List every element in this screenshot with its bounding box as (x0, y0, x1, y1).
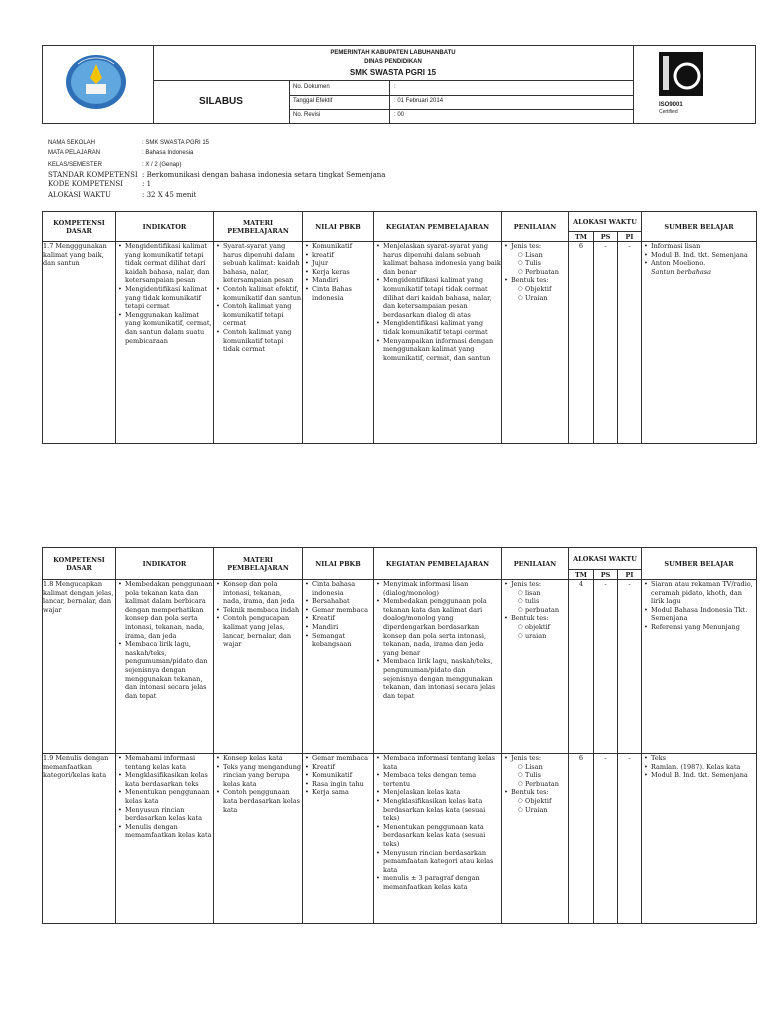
list-indikator (116, 580, 213, 700)
doc-field-label: No. Dokumen (293, 84, 330, 90)
list-kegiatan (374, 242, 501, 362)
doc-field-row (289, 95, 633, 110)
document-header (42, 45, 756, 124)
list-item: • Kreatif (312, 763, 373, 772)
info-value: : X / 2 (Genap) (142, 162, 182, 168)
header-materi: MATERI PEMBELAJARAN (214, 212, 303, 242)
cell-kompetensi-dasar: 1.7 Mengggunakan kalimat yang baik, dan santun (43, 242, 116, 444)
list-item: • Jujur (312, 259, 373, 268)
header-tm: TM (569, 232, 594, 242)
cell-pi: - (618, 580, 642, 754)
iso-cell (633, 46, 755, 123)
list-item: • Mandiri (312, 276, 373, 285)
assessment-item: ○ Objektif (525, 285, 568, 294)
info-value: : Bahasa Indonesia (142, 150, 194, 156)
list-item: • Konsep dan pola intonasi, tekanan, nada, irama, dan jeda (223, 580, 302, 606)
list-item: • Menyusun rincian berdasarkan kelas kata (125, 806, 213, 823)
list-item: • Menjelaskan kelas kata (383, 788, 501, 797)
doc-field-value: : (394, 84, 396, 90)
list-sumber (642, 754, 756, 780)
list-item: • Semangat kebangsaan (312, 632, 373, 649)
header-nilai: NILAI PBKB (303, 212, 374, 242)
syllabus-table-2 (42, 547, 757, 924)
header-kegiatan: KEGIATAN PEMBELAJARAN (374, 212, 502, 242)
list-kegiatan (374, 754, 501, 892)
cell-tm: 4 (569, 580, 594, 754)
assessment-item: ○ Perbuatan (525, 268, 568, 277)
cell-ps: - (594, 242, 618, 444)
list-item: • Menyusun rincian berdasarkan pemamfaatan kategori atau kelas kata (383, 849, 501, 875)
logo-cell (43, 46, 154, 123)
list-item: • Mengklasifikasikan kelas kata berdasarkan teks (125, 771, 213, 788)
cell-pi: - (618, 242, 642, 444)
list-item: • menulis ± 3 paragraf dengan memanfaatkan kelas kata (383, 874, 501, 891)
list-item: • Contoh kalimat efektif, komunikatif dan santun (223, 285, 302, 302)
header-nilai: NILAI PBKB (303, 548, 374, 580)
list-nilai (303, 754, 373, 797)
list-item: • Informasi lisan (651, 242, 756, 251)
info-key: MATA PELAJARAN (48, 150, 101, 156)
cell-kompetensi-dasar: 1.8 Mengucapkan kalimat dengan jelas, lancar, bernalar, dan wajar (43, 580, 116, 754)
cell-tm: 6 (569, 754, 594, 924)
info-key: ALOKASI WAKTU (48, 191, 111, 199)
cell-penilaian (502, 754, 569, 924)
header-alokasi: ALOKASI WAKTU (569, 548, 642, 570)
list-item: • Mengidentifikasi kalimat yang komunikatif tetapi tidak cermat dilihat dari kaidah bahasa, nalar, dan ketersampaian pesan (125, 242, 213, 285)
cell-penilaian (502, 242, 569, 444)
list-item: • Mengklasifikasikan kelas kata berdasarkan kelas kata (sesuai teks) (383, 797, 501, 823)
header-alokasi: ALOKASI WAKTU (569, 212, 642, 232)
assessment-item: ○ Perbuatan (525, 780, 568, 789)
assessment-item: ○ uraian (525, 632, 568, 641)
iso-certification-icon (659, 52, 703, 96)
list-item: • Gemar membaca (312, 606, 373, 615)
info-key: KODE KOMPETENSI (48, 180, 123, 188)
school-name: SMK SWASTA PGRI 15 (349, 68, 437, 77)
list-item: • Siaran atau rekaman TV/radio, ceramah pidato, khoth, dan lirik lagu (651, 580, 756, 606)
list-item: • Modul B. Ind. tkt. Semenjana (651, 771, 756, 780)
assessment-item: ○ tulis (525, 597, 568, 606)
assessment-group: • Jenis tes: ○ lisan ○ tulis ○ perbuatan (511, 580, 568, 614)
list-sumber (642, 242, 756, 268)
list-item: • Memahami informasi tentang kelas kata (125, 754, 213, 771)
list-item: • Membedakan penggunaan pola tekanan kata dan kalimat dalam berbicara dengan memperhatikan konsep dan pola serta intonasi, tekanan, nada, irama, dan jeda (125, 580, 213, 640)
sumber-note: Santun berbahasa (651, 267, 712, 276)
list-item: • Mengidentifikasi kalimat yang komunikatif tetapi tidak cermat dilihat dari kaidah bahasa, nalar, dan ketersampaian pesan berdasarkan dialog di atas (383, 276, 501, 319)
header-kompetensi-dasar: KOMPETENSI DASAR (43, 548, 116, 580)
list-nilai (303, 580, 373, 649)
header-middle (153, 46, 634, 123)
header-sumber: SUMBER BELAJAR (642, 212, 757, 242)
assessment-item: ○ lisan (525, 589, 568, 598)
list-item: • Contoh pengucapan kalimat yang jelas, lancar, bernalar, dan wajar (223, 614, 302, 648)
list-item: • Cinta Bahas indonesia (312, 285, 373, 302)
list-materi (214, 242, 302, 354)
list-item: • Rasa ingin tahu (312, 780, 373, 789)
list-item: • Menentukan penggunaan kelas kata (125, 788, 213, 805)
list-item: • Menggunakan kalimat yang komunikatif, cermat, dan santun dalam suatu pembicaraan (125, 311, 213, 345)
cell-penilaian (502, 580, 569, 754)
assessment-item: ○ Uraian (525, 806, 568, 815)
doc-field-label: No. Revisi (293, 112, 321, 118)
list-item: • Membaca lirik lagu, naskah/teks, pengumuman/pidato dan sejenisnya dengan menggunakan tekanan, dan intonasi secara jelas dan tepat (383, 657, 501, 700)
info-value: : Berkomunikasi dengan bahasa indonesia setara tingkat Semenjana (142, 171, 386, 179)
document-title: SILABUS (153, 80, 290, 123)
list-item: • Membaca teks dengan tema tertentu (383, 771, 501, 788)
institution-line1: PEMERINTAH KABUPATEN LABUHANBATU (330, 50, 456, 56)
doc-field-value: : 00 (394, 112, 405, 118)
doc-field-row (289, 109, 633, 123)
table-row (43, 754, 757, 924)
list-materi (214, 580, 302, 649)
assessment-group: • Bentuk tes: ○ Objektif ○ Uraian (511, 788, 568, 814)
list-item: • Kreatif (312, 614, 373, 623)
list-item: • Contoh kalimat yang komunikatif tetapi tidak cermat (223, 328, 302, 354)
info-key: NAMA SEKOLAH (48, 140, 96, 146)
cell-tm: 6 (569, 242, 594, 444)
table-row (43, 580, 757, 754)
list-item: • Membedakan penggunaan pola tekanan kata dan kalimat dari doalog/monolog yang diperdengarkan berdasarkan konsep dan pola serta intonasi, tekanan, nada, irama dan jeda yang benar (383, 597, 501, 657)
assessment-group: • Bentuk tes: ○ objektif ○ uraian (511, 614, 568, 640)
list-item: • Contoh penggunaan kata berdasarkan kelas kata (223, 788, 302, 814)
assessment-item: ○ Tulis (525, 259, 568, 268)
list-kegiatan (374, 580, 501, 700)
list-item: • Menyampaikan informasi dengan menggunakan kalimat yang komunikatif, cermat, dan santun (383, 337, 501, 363)
header-ps: PS (594, 232, 618, 242)
list-indikator (116, 754, 213, 840)
list-item: • Membaca lirik lagu, naskah/teks, pengumuman/pidato dan sejenisnya dengan menggunakan tekanan, dan intonasi secara jelas dan tepat (125, 640, 213, 700)
list-item: • Menjelaskan syarat-syarat yang harus dipenuhi dalam sebuah kalimat bahasa indonesia yang baik dan benar (383, 242, 501, 276)
header-sumber: SUMBER BELAJAR (642, 548, 757, 580)
list-item: • Konsep kelas kata (223, 754, 302, 763)
iso-label: ISO9001 (659, 102, 683, 108)
list-nilai (303, 242, 373, 302)
list-item: • Anton Moeliono. (651, 259, 756, 268)
header-ps: PS (594, 570, 618, 580)
assessment-item: ○ objektif (525, 623, 568, 632)
assessment-item: ○ Objektif (525, 797, 568, 806)
list-item: • Mengidentifikasi kalimat yang tidak komunikatif tetapi cermat (383, 319, 501, 336)
assessment-group: • Jenis tes: ○ Lisan ○ Tulis ○ Perbuatan (511, 242, 568, 276)
header-indikator: INDIKATOR (116, 212, 214, 242)
doc-field-label: Tanggal Efektif (293, 98, 333, 104)
doc-field-row (289, 81, 633, 96)
info-value: : 1 (142, 180, 152, 188)
info-value: : SMK SWASTA PGRI 15 (142, 140, 210, 146)
list-item: • Menulis dengan memamfaatkan kelas kata (125, 823, 213, 840)
list-sumber (642, 580, 756, 632)
header-kegiatan: KEGIATAN PEMBELAJARAN (374, 548, 502, 580)
list-item: • Menentukan penggunaan kata berdasarkan kelas kata (sesuai teks) (383, 823, 501, 849)
tut-wuri-handayani-logo (65, 54, 127, 110)
list-item: • Komunikatif (312, 242, 373, 251)
cell-ps: - (594, 754, 618, 924)
list-item: • Mandiri (312, 623, 373, 632)
list-item: • Syarat-syarat yang harus dipenuhi dalam sebuah kalimat: kaidah bahasa, nalar, ketersampaian pesan (223, 242, 302, 285)
assessment-item: ○ Uraian (525, 294, 568, 303)
list-item: • Mengidentifikasi kalimat yang tidak komunikatif tetapi cermat (125, 285, 213, 311)
cell-pi: - (618, 754, 642, 924)
list-item: • Gemar membaca (312, 754, 373, 763)
header-penilaian: PENILAIAN (502, 212, 569, 242)
institution-line2: DINAS PENDIDIKAN (364, 59, 422, 65)
assessment-item: ○ Tulis (525, 771, 568, 780)
list-item: • Modul Bahasa Indonesia Tkt. Semenjana (651, 606, 756, 623)
list-item: • Modul B. Ind. tkt. Semenjana (651, 251, 756, 260)
list-item: • Komunikatif (312, 771, 373, 780)
list-item: • Teks (651, 754, 756, 763)
list-item: • Bersahabat (312, 597, 373, 606)
info-key: KELAS/SEMESTER (48, 162, 103, 168)
info-value: : 32 X 45 menit (142, 191, 197, 199)
info-key: STANDAR KOMPETENSI (48, 171, 138, 179)
list-item: • Teknik membaca indah (223, 606, 302, 615)
list-item: • Teks yang mengandung rincian yang berupa kelas kata (223, 763, 302, 789)
header-penilaian: PENILAIAN (502, 548, 569, 580)
doc-field-value: : 01 Februari 2014 (394, 98, 444, 104)
cell-kompetensi-dasar: 1.9 Menulis dengan memanfaatkan kategori/kelas kata (43, 754, 116, 924)
assessment-group: • Bentuk tes: ○ Objektif ○ Uraian (511, 276, 568, 302)
list-materi (214, 754, 302, 814)
list-item: • Kerja sama (312, 788, 373, 797)
cell-ps: - (594, 580, 618, 754)
assessment-item: ○ perbuatan (525, 606, 568, 615)
list-item: • Kerja keras (312, 268, 373, 277)
list-item: • Referensi yang Menunjang (651, 623, 756, 632)
list-item: • Membaca informasi tentang kelas kata (383, 754, 501, 771)
assessment-item: ○ Lisan (525, 251, 568, 260)
syllabus-table-1 (42, 211, 757, 444)
header-pi: PI (618, 232, 642, 242)
assessment-group: • Jenis tes: ○ Lisan ○ Tulis ○ Perbuatan (511, 754, 568, 788)
assessment-item: ○ Lisan (525, 763, 568, 772)
list-item: • kreatif (312, 251, 373, 260)
list-indikator (116, 242, 213, 345)
list-item: • Menyimak informasi lisan (dialog/monolog) (383, 580, 501, 597)
header-pi: PI (618, 570, 642, 580)
header-materi: MATERI PEMBELAJARAN (214, 548, 303, 580)
list-item: • Ramlan. (1987). Kelas kata (651, 763, 756, 772)
header-kompetensi-dasar: KOMPETENSI DASAR (43, 212, 116, 242)
list-item: • Contoh kalimat yang komunikatif tetapi cermat (223, 302, 302, 328)
table-row (43, 242, 757, 444)
iso-certified: Certified (659, 109, 678, 115)
header-tm: TM (569, 570, 594, 580)
list-item: • Cinta bahasa indonesia (312, 580, 373, 597)
header-indikator: INDIKATOR (116, 548, 214, 580)
